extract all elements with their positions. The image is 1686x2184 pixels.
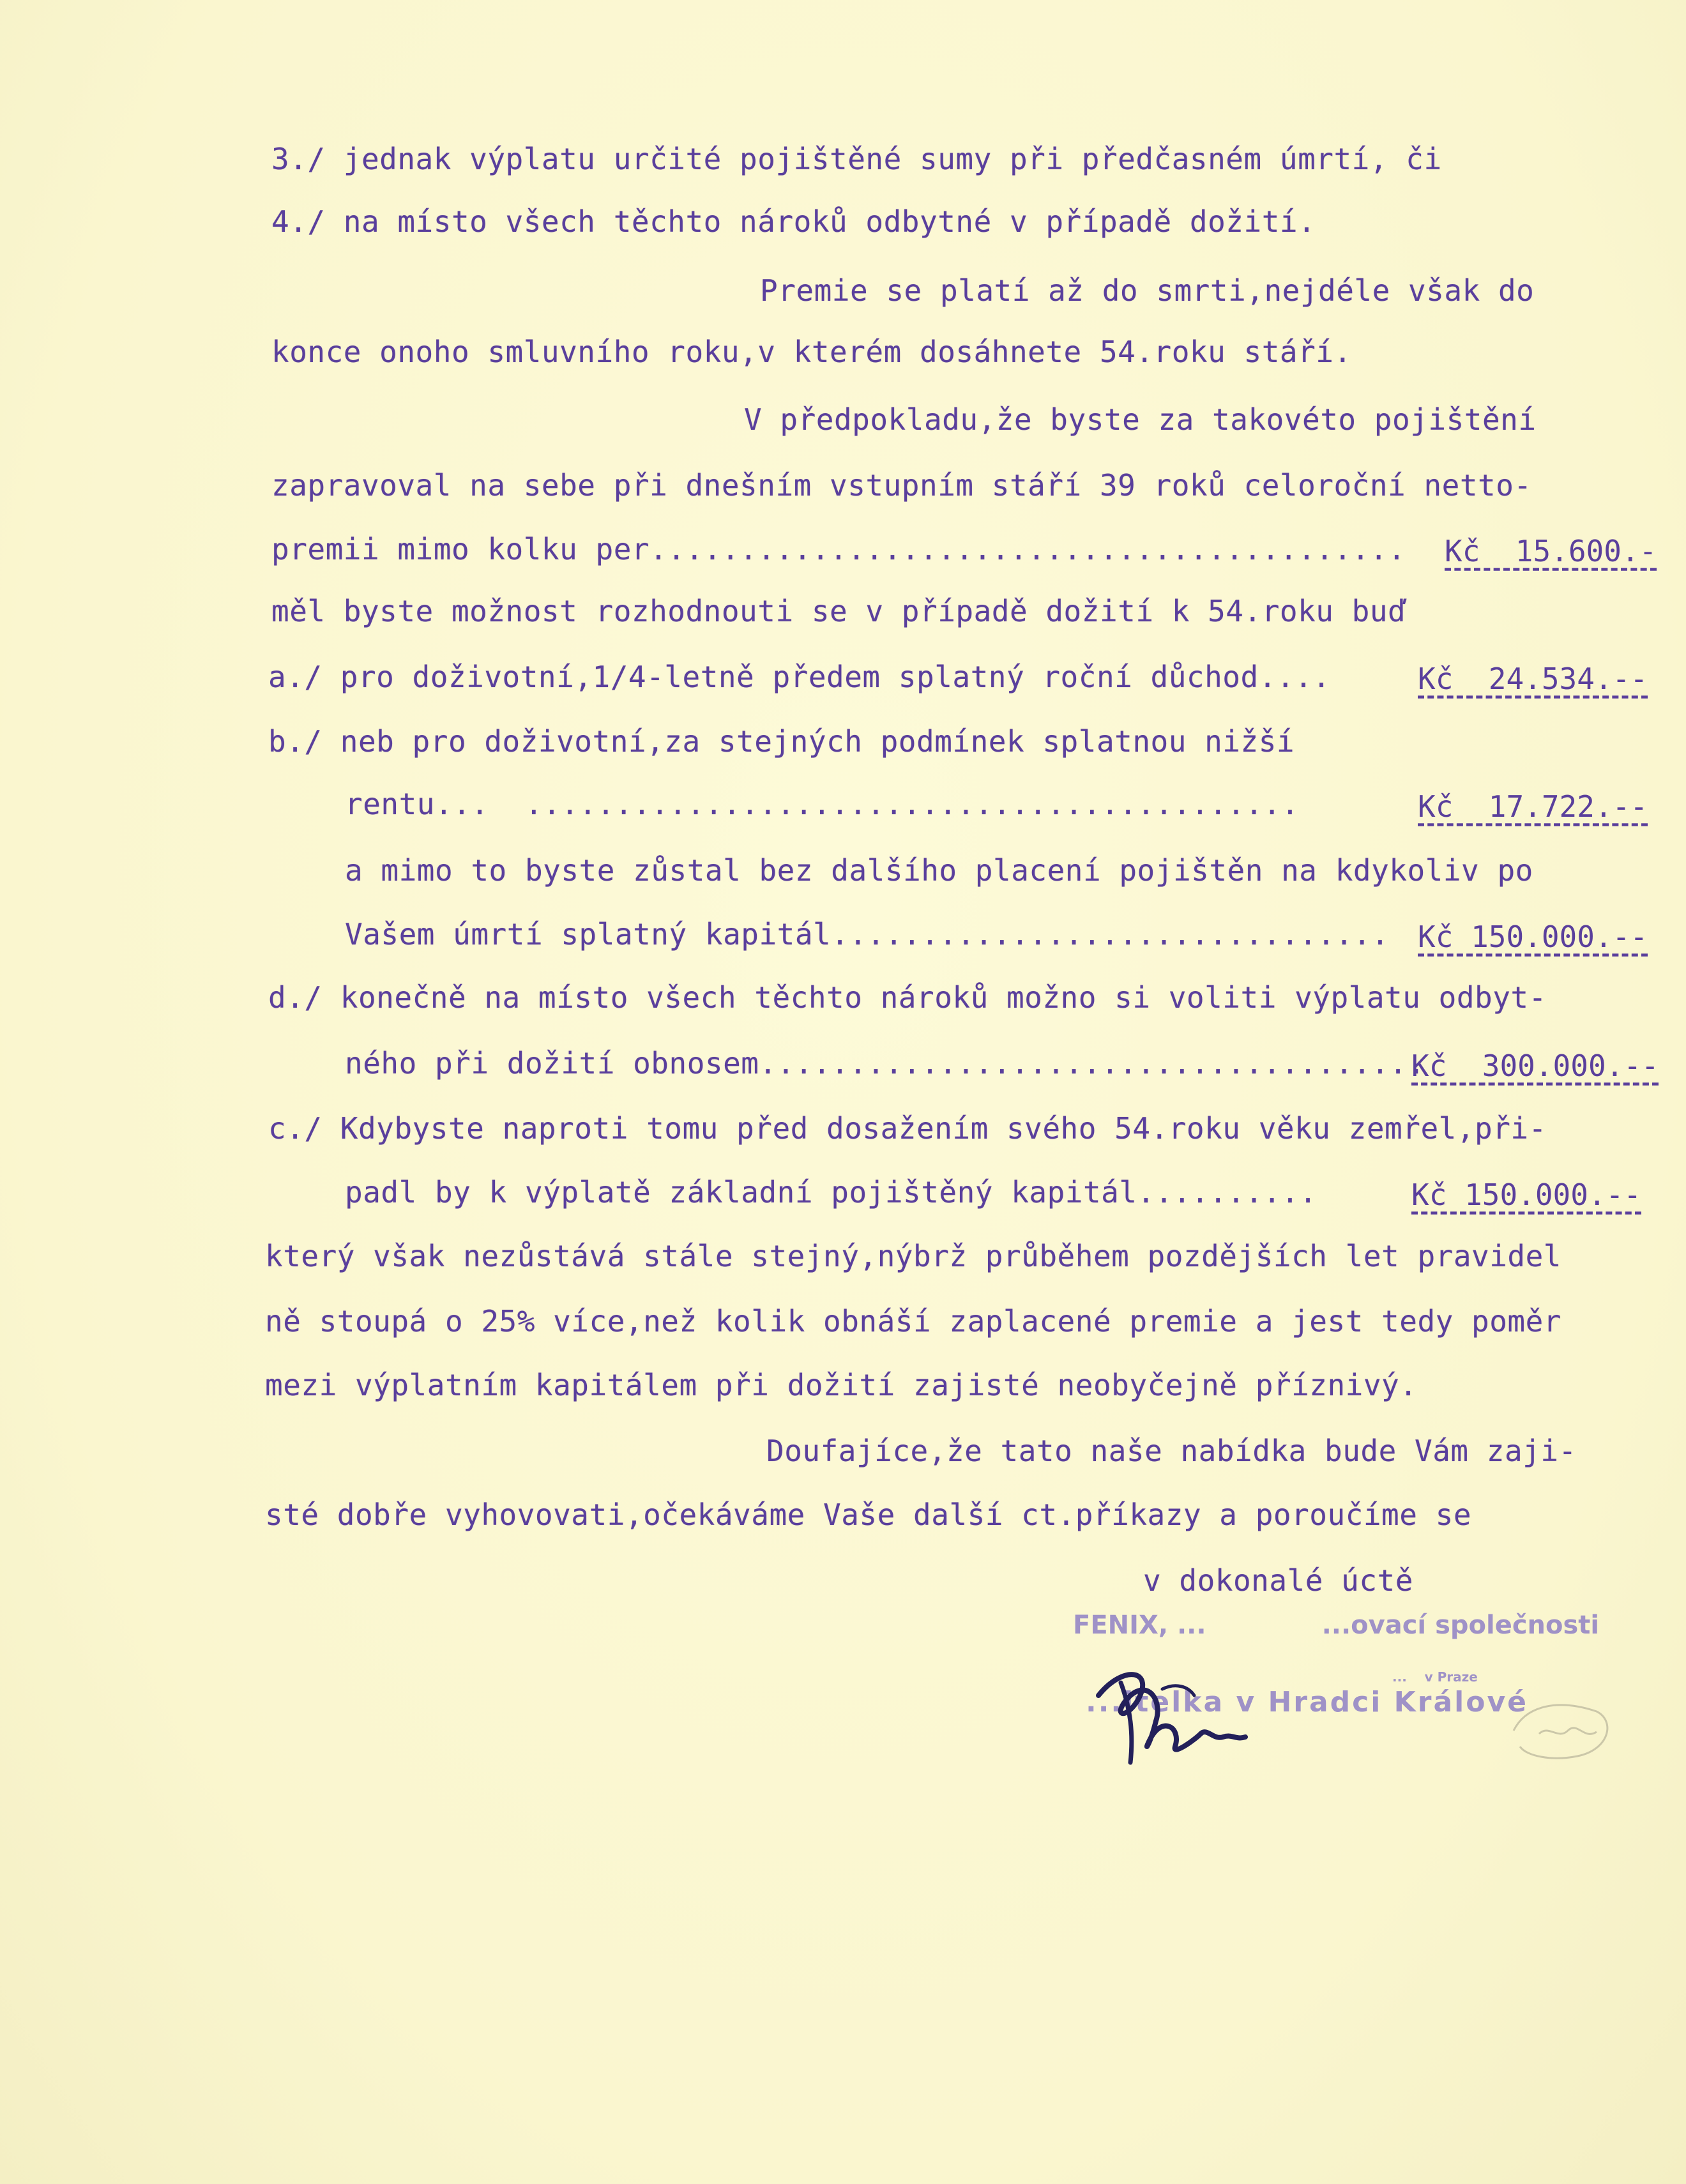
text-line-11: rentu... ...........................................: [345, 787, 1300, 821]
pencil-initials-icon: [1501, 1686, 1629, 1775]
company-stamp-line2: ... v Praze: [1392, 1669, 1478, 1685]
text-line-2: 4./ na místo všech těchto nároků odbytné v případě dožití.: [271, 204, 1316, 239]
text-line-13: Vašem úmrtí splatný kapitál...............................: [345, 917, 1390, 952]
text-line-8: měl byste možnost rozhodnouti se v případě dožití k 54.roku buď: [271, 594, 1406, 628]
amount-premium: Kč 15.600.-: [1445, 534, 1657, 568]
closing-line: v dokonalé úctě: [1143, 1563, 1413, 1598]
text-line-19: ně stoupá o 25% více,než kolik obnáší zaplacené premie a jest tedy poměr: [265, 1304, 1561, 1338]
text-line-20: mezi výplatním kapitálem při dožití zajisté neobyčejně příznivý.: [265, 1368, 1418, 1402]
company-stamp-line1: FENIX, ... ...ovací společnosti: [1073, 1611, 1600, 1640]
text-line-16: c./ Kdybyste naproti tomu před dosažením svého 54.roku věku zemřel,při-: [268, 1111, 1547, 1146]
text-line-9: a./ pro doživotní,1/4-letně předem splatný roční důchod....: [268, 660, 1331, 694]
text-line-15: ného při dožití obnosem.....................................: [345, 1046, 1425, 1081]
text-line-18: který však nezůstává stále stejný,nýbrž průběhem pozdějších let pravidel: [265, 1239, 1561, 1273]
text-line-1: 3./ jednak výplatu určité pojištěné sumy při předčasném úmrtí, či: [271, 142, 1442, 176]
amount-lump-sum: Kč 300.000.--: [1411, 1049, 1659, 1083]
text-line-7: premii mimo kolku per..........................................: [271, 532, 1406, 566]
amount-death-capital: Kč 150.000.--: [1411, 1178, 1642, 1212]
text-line-14: d./ konečně na místo všech těchto nároků možno si voliti výplatu odbyt-: [268, 980, 1547, 1015]
amount-rent: Kč 17.722.--: [1418, 789, 1648, 824]
text-line-17: padl by k výplatě základní pojištěný kapitál..........: [345, 1175, 1318, 1210]
text-line-4: konce onoho smluvního roku,v kterém dosáhnete 54.roku stáří.: [271, 335, 1352, 369]
amount-annuity: Kč 24.534.--: [1418, 662, 1648, 696]
text-line-22: sté dobře vyhovovati,očekáváme Vaše další ct.příkazy a poroučíme se: [265, 1498, 1472, 1532]
text-line-10: b./ neb pro doživotní,za stejných podmínek splatnou nižší: [268, 724, 1295, 759]
text-line-12: a mimo to byste zůstal bez dalšího placení pojištěn na kdykoliv po: [345, 853, 1533, 888]
text-line-6: zapravoval na sebe při dnešním vstupním stáří 39 roků celoroční netto-: [271, 468, 1532, 503]
text-line-5: V předpokladu,že byste za takovéto pojištění: [744, 402, 1537, 437]
text-line-3: Premie se platí až do smrti,nejdéle však do: [760, 273, 1535, 308]
amount-capital: Kč 150.000.--: [1418, 920, 1648, 954]
signature-icon: [1086, 1644, 1252, 1766]
text-line-21: Doufajíce,že tato naše nabídka bude Vám zaji-: [766, 1434, 1577, 1468]
company-stamp-line3: ...itelka v Hradci Králové: [1086, 1686, 1528, 1718]
